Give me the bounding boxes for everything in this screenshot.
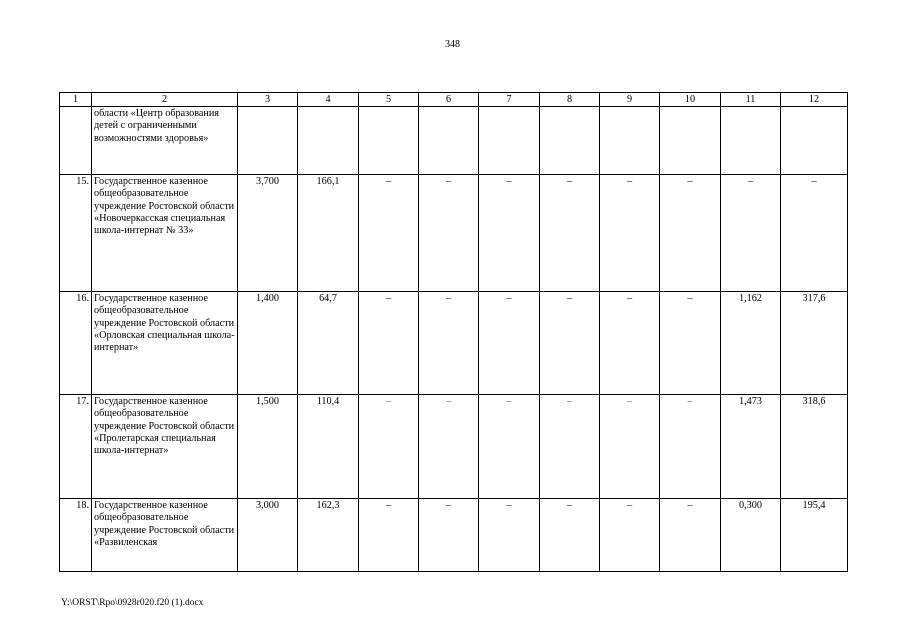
value-cell-col-10: – (660, 292, 721, 395)
value-cell-col-9 (600, 107, 660, 175)
row-number: 17. (60, 395, 92, 499)
value-cell-col-3: 1,400 (238, 292, 298, 395)
row-number (60, 107, 92, 175)
value-cell-col-6 (419, 107, 479, 175)
value-cell-col-4 (298, 107, 359, 175)
column-header-12: 12 (781, 93, 848, 107)
column-header-8: 8 (540, 93, 600, 107)
value-cell-col-12 (781, 107, 848, 175)
column-header-7: 7 (479, 93, 540, 107)
value-cell-col-12: 317,6 (781, 292, 848, 395)
institution-name: Государственное казенное общеобразовательное учреждение Ростовской области «Новочеркасская специальная школа-интернат № 33» (92, 175, 238, 292)
value-cell-col-9: – (600, 395, 660, 499)
value-cell-col-7: – (479, 395, 540, 499)
value-cell-col-7 (479, 107, 540, 175)
column-header-11: 11 (721, 93, 781, 107)
row-number: 15. (60, 175, 92, 292)
value-cell-col-4: 166,1 (298, 175, 359, 292)
value-cell-col-9: – (600, 175, 660, 292)
column-header-4: 4 (298, 93, 359, 107)
value-cell-col-5: – (359, 499, 419, 572)
value-cell-col-10: – (660, 175, 721, 292)
table-row (60, 395, 848, 499)
value-cell-col-8: – (540, 292, 600, 395)
table-row (60, 499, 848, 572)
data-table (59, 92, 848, 572)
value-cell-col-8: – (540, 175, 600, 292)
row-number: 16. (60, 292, 92, 395)
value-cell-col-6: – (419, 175, 479, 292)
value-cell-col-7: – (479, 292, 540, 395)
file-path-footer: Y:\ORST\Rpo\0928r020.f20 (1).docx (61, 598, 204, 608)
value-cell-col-8 (540, 107, 600, 175)
value-cell-col-11: – (721, 175, 781, 292)
table-row (60, 175, 848, 292)
institution-name: Государственное казенное общеобразовательное учреждение Ростовской области «Пролетарская специальная школа-интернат» (92, 395, 238, 499)
value-cell-col-10 (660, 107, 721, 175)
value-cell-col-7: – (479, 175, 540, 292)
value-cell-col-5 (359, 107, 419, 175)
header-row (60, 93, 848, 107)
column-header-9: 9 (600, 93, 660, 107)
value-cell-col-4: 110,4 (298, 395, 359, 499)
value-cell-col-12: – (781, 175, 848, 292)
value-cell-col-10: – (660, 499, 721, 572)
table-row (60, 292, 848, 395)
value-cell-col-11: 1,162 (721, 292, 781, 395)
column-header-10: 10 (660, 93, 721, 107)
institution-name: Государственное казенное общеобразовательное учреждение Ростовской области «Орловская специальная школа-интернат» (92, 292, 238, 395)
institution-name: области «Центр образования детей с ограниченными возможностями здоровья» (92, 107, 238, 175)
column-header-6: 6 (419, 93, 479, 107)
value-cell-col-5: – (359, 395, 419, 499)
value-cell-col-10: – (660, 395, 721, 499)
column-header-5: 5 (359, 93, 419, 107)
value-cell-col-8: – (540, 395, 600, 499)
value-cell-col-4: 64,7 (298, 292, 359, 395)
value-cell-col-6: – (419, 292, 479, 395)
value-cell-col-12: 318,6 (781, 395, 848, 499)
table-row (60, 107, 848, 175)
value-cell-col-9: – (600, 499, 660, 572)
value-cell-col-3 (238, 107, 298, 175)
column-header-3: 3 (238, 93, 298, 107)
value-cell-col-8: – (540, 499, 600, 572)
row-number: 18. (60, 499, 92, 572)
value-cell-col-11: 0,300 (721, 499, 781, 572)
value-cell-col-6: – (419, 395, 479, 499)
value-cell-col-5: – (359, 292, 419, 395)
value-cell-col-11: 1,473 (721, 395, 781, 499)
value-cell-col-3: 1,500 (238, 395, 298, 499)
value-cell-col-11 (721, 107, 781, 175)
value-cell-col-6: – (419, 499, 479, 572)
value-cell-col-7: – (479, 499, 540, 572)
value-cell-col-3: 3,000 (238, 499, 298, 572)
institution-name: Государственное казенное общеобразовательное учреждение Ростовской области «Развиленская (92, 499, 238, 572)
column-header-1: 1 (60, 93, 92, 107)
value-cell-col-9: – (600, 292, 660, 395)
value-cell-col-12: 195,4 (781, 499, 848, 572)
value-cell-col-3: 3,700 (238, 175, 298, 292)
value-cell-col-4: 162,3 (298, 499, 359, 572)
page-number: 348 (445, 39, 460, 50)
value-cell-col-5: – (359, 175, 419, 292)
column-header-2: 2 (92, 93, 238, 107)
